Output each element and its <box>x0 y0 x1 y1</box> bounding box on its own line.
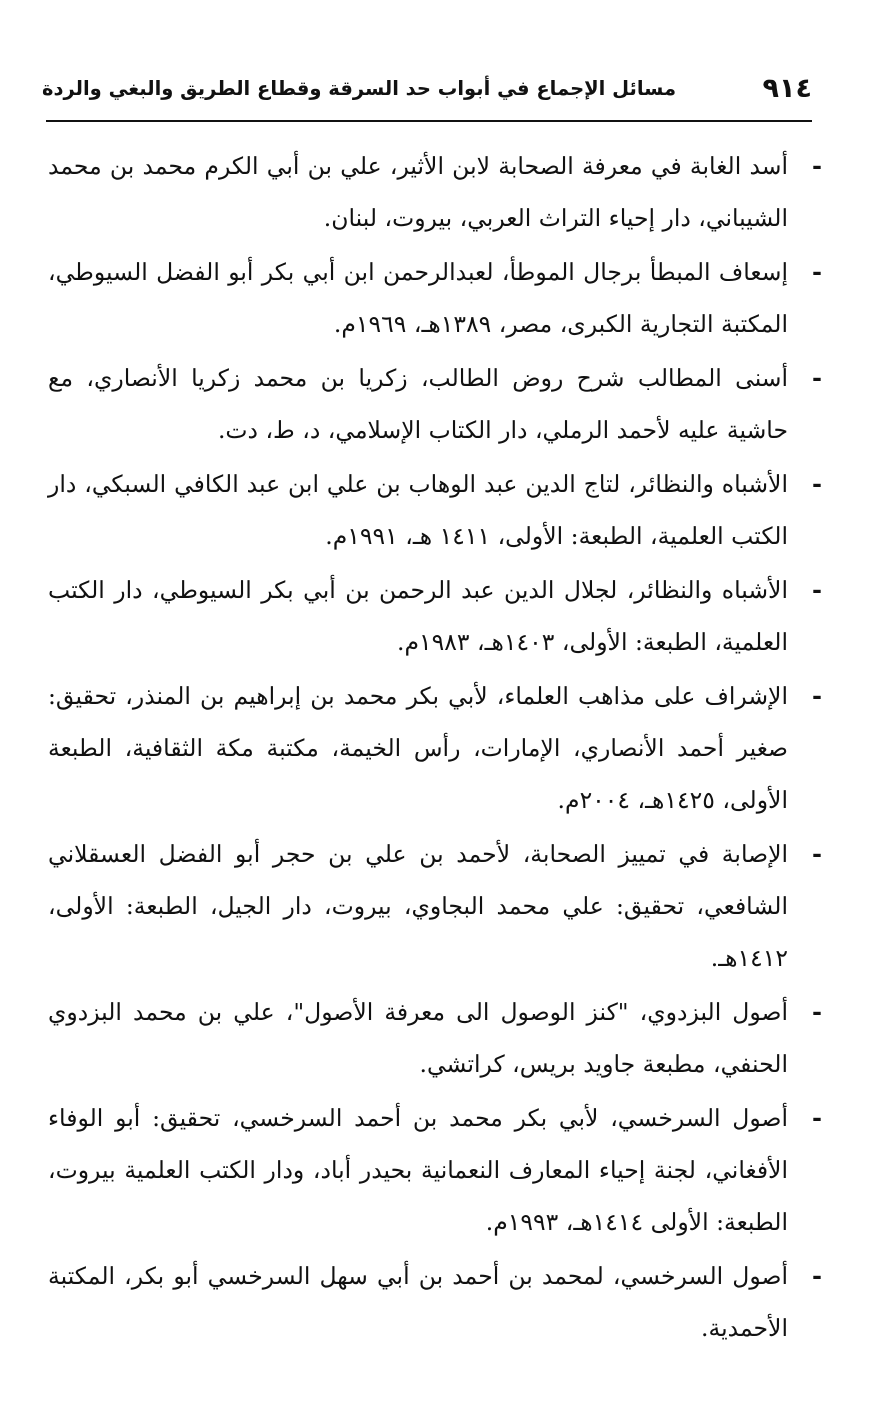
entry-dash: - <box>812 839 822 868</box>
entry-text: أصول السرخسي، لأبي بكر محمد بن أحمد السرخسي، تحقيق: أبو الوفاء الأفغاني، لجنة إحياء المعارف النعمانية بحيدر أباد، ودار الكتب العلمية بيروت، الطبعة: الأولى ١٤١٤هـ، ١٩٩٣م. <box>48 1104 788 1236</box>
entry-dash: - <box>812 469 822 498</box>
entry-text: أصول السرخسي، لمحمد بن أحمد بن أبي سهل السرخسي أبو بكر، المكتبة الأحمدية. <box>48 1262 788 1342</box>
bibliography-entry <box>48 1250 822 1354</box>
entry-text: الإصابة في تمييز الصحابة، لأحمد بن علي بن حجر أبو الفضل العسقلاني الشافعي، تحقيق: علي محمد البجاوي، بيروت، دار الجيل، الطبعة: الأولى، ١٤١٢هـ. <box>48 840 788 972</box>
bibliography-entry <box>48 986 822 1090</box>
running-title: مسائل الإجماع في أبواب حد السرقة وقطاع الطريق والبغي والردة <box>42 76 677 100</box>
entry-text: أسنى المطالب شرح روض الطالب، زكريا بن محمد زكريا الأنصاري، مع حاشية عليه لأحمد الرملي، دار الكتاب الإسلامي، د، ط، دت. <box>48 364 788 444</box>
bibliography-entry <box>48 458 822 562</box>
entry-dash: - <box>812 363 822 392</box>
page-header <box>42 62 812 114</box>
bibliography-entry <box>48 140 822 244</box>
entry-text: أصول البزدوي، "كنز الوصول الى معرفة الأصول"، علي بن محمد البزدوي الحنفي، مطبعة جاويد بريس، كراتشي. <box>48 998 788 1078</box>
header-rule <box>46 120 812 122</box>
entry-text: الأشباه والنظائر، لتاج الدين عبد الوهاب بن علي ابن عبد الكافي السبكي، دار الكتب العلمية، الطبعة: الأولى، ١٤١١ هـ، ١٩٩١م. <box>48 470 788 550</box>
bibliography-entry <box>48 564 822 668</box>
entry-dash: - <box>812 1103 822 1132</box>
entry-dash: - <box>812 257 822 286</box>
entry-dash: - <box>812 1261 822 1290</box>
bibliography-entry <box>48 828 822 984</box>
bibliography-entry <box>48 1092 822 1248</box>
entry-dash: - <box>812 151 822 180</box>
bibliography-entry <box>48 670 822 826</box>
bibliography-entry <box>48 246 822 350</box>
bibliography-list <box>48 140 822 1356</box>
entry-text: الإشراف على مذاهب العلماء، لأبي بكر محمد بن إبراهيم بن المنذر، تحقيق: صغير أحمد الأنصاري، الإمارات، رأس الخيمة، مكتبة مكة الثقافية، الطبعة الأولى، ١٤٢٥هـ، ٢٠٠٤م. <box>48 682 788 814</box>
entry-text: أسد الغابة في معرفة الصحابة لابن الأثير، علي بن أبي الكرم محمد بن محمد الشيباني، دار إحياء التراث العربي، بيروت، لبنان. <box>48 152 788 232</box>
bibliography-entry <box>48 352 822 456</box>
page-number: ٩١٤ <box>762 72 812 104</box>
entry-text: إسعاف المبطأ برجال الموطأ، لعبدالرحمن ابن أبي بكر أبو الفضل السيوطي، المكتبة التجارية الكبرى، مصر، ١٣٨٩هـ، ١٩٦٩م. <box>48 258 788 338</box>
entry-dash: - <box>812 681 822 710</box>
entry-dash: - <box>812 997 822 1026</box>
entry-dash: - <box>812 575 822 604</box>
entry-text: الأشباه والنظائر، لجلال الدين عبد الرحمن بن أبي بكر السيوطي، دار الكتب العلمية، الطبعة: الأولى، ١٤٠٣هـ، ١٩٨٣م. <box>48 576 788 656</box>
